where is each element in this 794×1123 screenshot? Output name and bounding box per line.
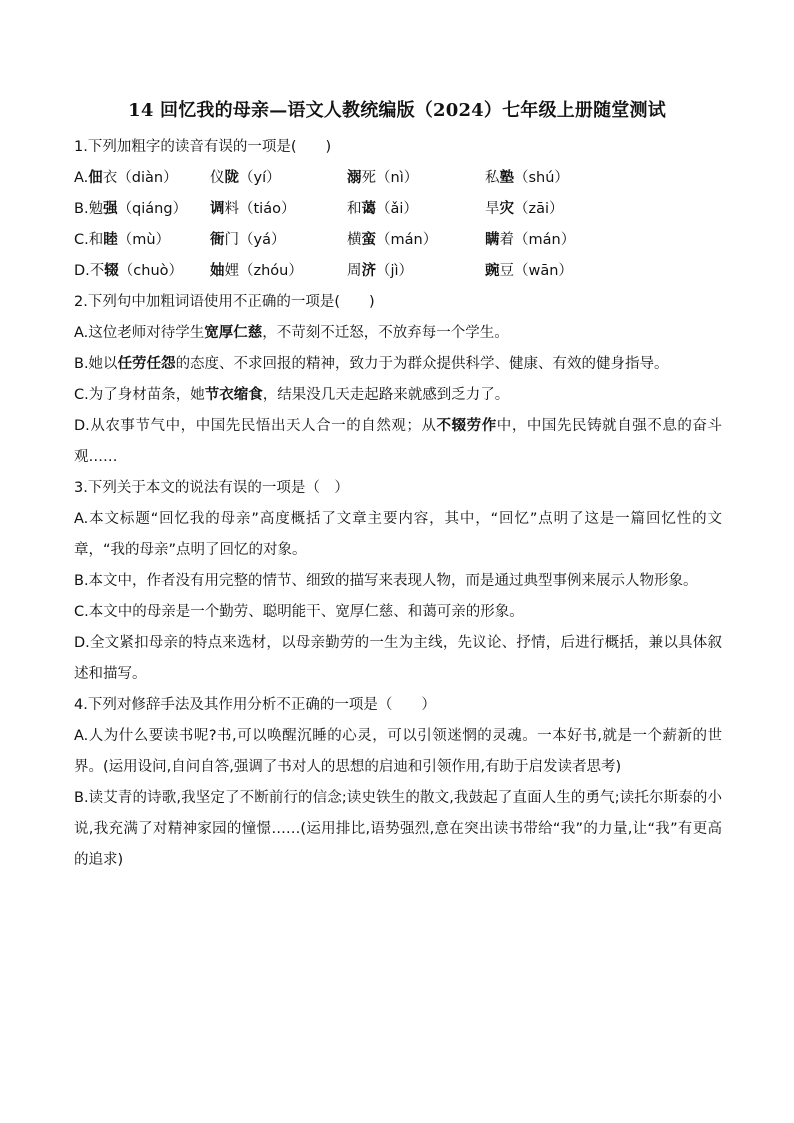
- word-part: 不: [89, 263, 105, 279]
- question-1-option-row: [74, 256, 722, 287]
- bold-character: 衙: [210, 232, 225, 248]
- word-pinyin: 料（tiáo）: [224, 201, 296, 217]
- pinyin-item: [210, 256, 347, 287]
- pinyin-item: [347, 225, 485, 256]
- bold-character: 塾: [499, 170, 514, 186]
- pinyin-item: [74, 163, 210, 194]
- word-pinyin: 死（nì）: [361, 170, 419, 186]
- word-part: 横: [347, 232, 362, 248]
- word-pinyin: （zāi）: [514, 201, 564, 217]
- pinyin-item: [210, 225, 347, 256]
- option-letter: C.: [74, 232, 89, 248]
- word-part: 和: [347, 201, 362, 217]
- pinyin-item: [485, 225, 635, 256]
- pinyin-item: [74, 256, 210, 287]
- pinyin-item: [210, 194, 347, 225]
- option-letter: B.: [74, 201, 89, 217]
- word-pinyin: （mán）: [376, 232, 438, 248]
- word-part: 仪: [210, 170, 225, 186]
- question-3-option-c: C.本文中的母亲是一个勤劳、聪明能干、宽厚仁慈、和蔼可亲的形象。: [74, 604, 524, 620]
- question-4-option-b: B.读艾青的诗歌,我坚定了不断前行的信念;读史铁生的散文,我鼓起了直面人生的勇气;读托尔斯泰的小说,我充满了对精神家园的憧憬……(运用排比,语势强烈,意在突出读书带给“我”的力量,让“我”有更高的追求): [74, 790, 722, 868]
- word-pinyin: 着（mán）: [499, 232, 576, 248]
- bold-character: 灾: [499, 201, 514, 217]
- bold-character: 瞒: [485, 232, 500, 248]
- question-3-option-d: D.全文紧扣母亲的特点来选材，以母亲勤劳的一生为主线，先议论、抒情，后进行概括，兼以具体叙述和描写。: [74, 635, 722, 682]
- bold-character: 强: [103, 201, 118, 217]
- pinyin-item: [485, 194, 635, 225]
- word-pinyin: 门（yá）: [224, 232, 286, 248]
- word-part: 和: [88, 232, 104, 248]
- word-pinyin: 豆（wān）: [499, 263, 573, 279]
- option-letter: A.: [74, 170, 89, 186]
- pinyin-item: [74, 194, 210, 225]
- word-part: 旱: [485, 201, 500, 217]
- question-4-stem: 4.下列对修辞手法及其作用分析不正确的一项是（ ）: [74, 697, 436, 713]
- bold-character: 济: [361, 263, 376, 279]
- bold-character: 佃: [88, 170, 103, 186]
- question-1-stem: 1.下列加粗字的读音有误的一项是( ): [74, 139, 332, 155]
- word-part: 私: [485, 170, 500, 186]
- bold-character: 辍: [104, 263, 119, 279]
- word-pinyin: 娌（zhóu）: [224, 263, 303, 279]
- bold-character: 陇: [224, 170, 239, 186]
- bold-character: 豌: [485, 263, 500, 279]
- question-4-option-a: A.人为什么要读书呢?书,可以唤醒沉睡的心灵，可以引领迷惘的灵魂。一本好书,就是一个薪新的世界。(运用设问,自问自答,强调了书对人的思想的启迪和引领作用,有助于启发读者思考): [74, 728, 722, 775]
- option-letter: D.: [74, 263, 90, 279]
- question-1-option-row: [74, 225, 722, 256]
- question-list: [74, 132, 722, 876]
- bold-character: 调: [210, 201, 225, 217]
- word-part: 勉: [88, 201, 104, 217]
- word-pinyin: （yí）: [239, 170, 281, 186]
- question-2-option-c: C.为了身材苗条，她节衣缩食，结果没几天走起路来就感到乏力了。: [74, 387, 510, 403]
- pinyin-item: [347, 256, 485, 287]
- pinyin-item: [74, 225, 210, 256]
- question-2-option-d: D.从农事节气中，中国先民悟出天人合一的自然观；从不辍劳作中，中国先民铸就自强不息的奋斗观……: [74, 418, 723, 465]
- question-2-stem: 2.下列句中加粗词语使用不正确的一项是( ): [74, 294, 375, 310]
- word-pinyin: （jì）: [376, 263, 414, 279]
- question-3-option-b: B.本文中，作者没有用完整的情节、细致的描写来表现人物，而是通过典型事例来展示人物形象。: [74, 573, 698, 589]
- word-pinyin: （qiáng）: [117, 201, 188, 217]
- page-title: 14 回忆我的母亲—语文人教统编版（2024）七年级上册随堂测试: [128, 100, 666, 121]
- word-pinyin: 衣（diàn）: [102, 170, 178, 186]
- word-part: 周: [347, 263, 362, 279]
- bold-character: 蛮: [361, 232, 376, 248]
- question-2-option-b: B.她以任劳任怨的态度、不求回报的精神，致力于为群众提供科学、健康、有效的健身指导。: [74, 356, 669, 372]
- bold-character: 蔼: [361, 201, 376, 217]
- word-pinyin: （chuò）: [118, 263, 184, 279]
- pinyin-item: [347, 163, 485, 194]
- word-pinyin: （ǎi）: [376, 201, 418, 217]
- pinyin-item: [485, 256, 635, 287]
- bold-character: 睦: [103, 232, 118, 248]
- question-2-option-a: A.这位老师对待学生宽厚仁慈，不苛刻不迁怒，不放弃每一个学生。: [74, 325, 509, 341]
- pinyin-item: [210, 163, 347, 194]
- question-1-option-row: [74, 194, 722, 225]
- bold-character: 溺: [347, 170, 362, 186]
- pinyin-item: [347, 194, 485, 225]
- word-pinyin: （shú）: [514, 170, 569, 186]
- question-1-options: [74, 163, 722, 287]
- question-3-option-a: A.本文标题“回忆我的母亲”高度概括了文章主要内容，其中，“回忆”点明了这是一篇回忆性的文章，“我的母亲”点明了回忆的对象。: [74, 511, 722, 558]
- word-pinyin: （mù）: [117, 232, 171, 248]
- question-3-stem: 3.下列关于本文的说法有误的一项是（ ）: [74, 480, 349, 496]
- question-1-option-row: [74, 163, 722, 194]
- bold-character: 妯: [210, 263, 225, 279]
- pinyin-item: [485, 163, 635, 194]
